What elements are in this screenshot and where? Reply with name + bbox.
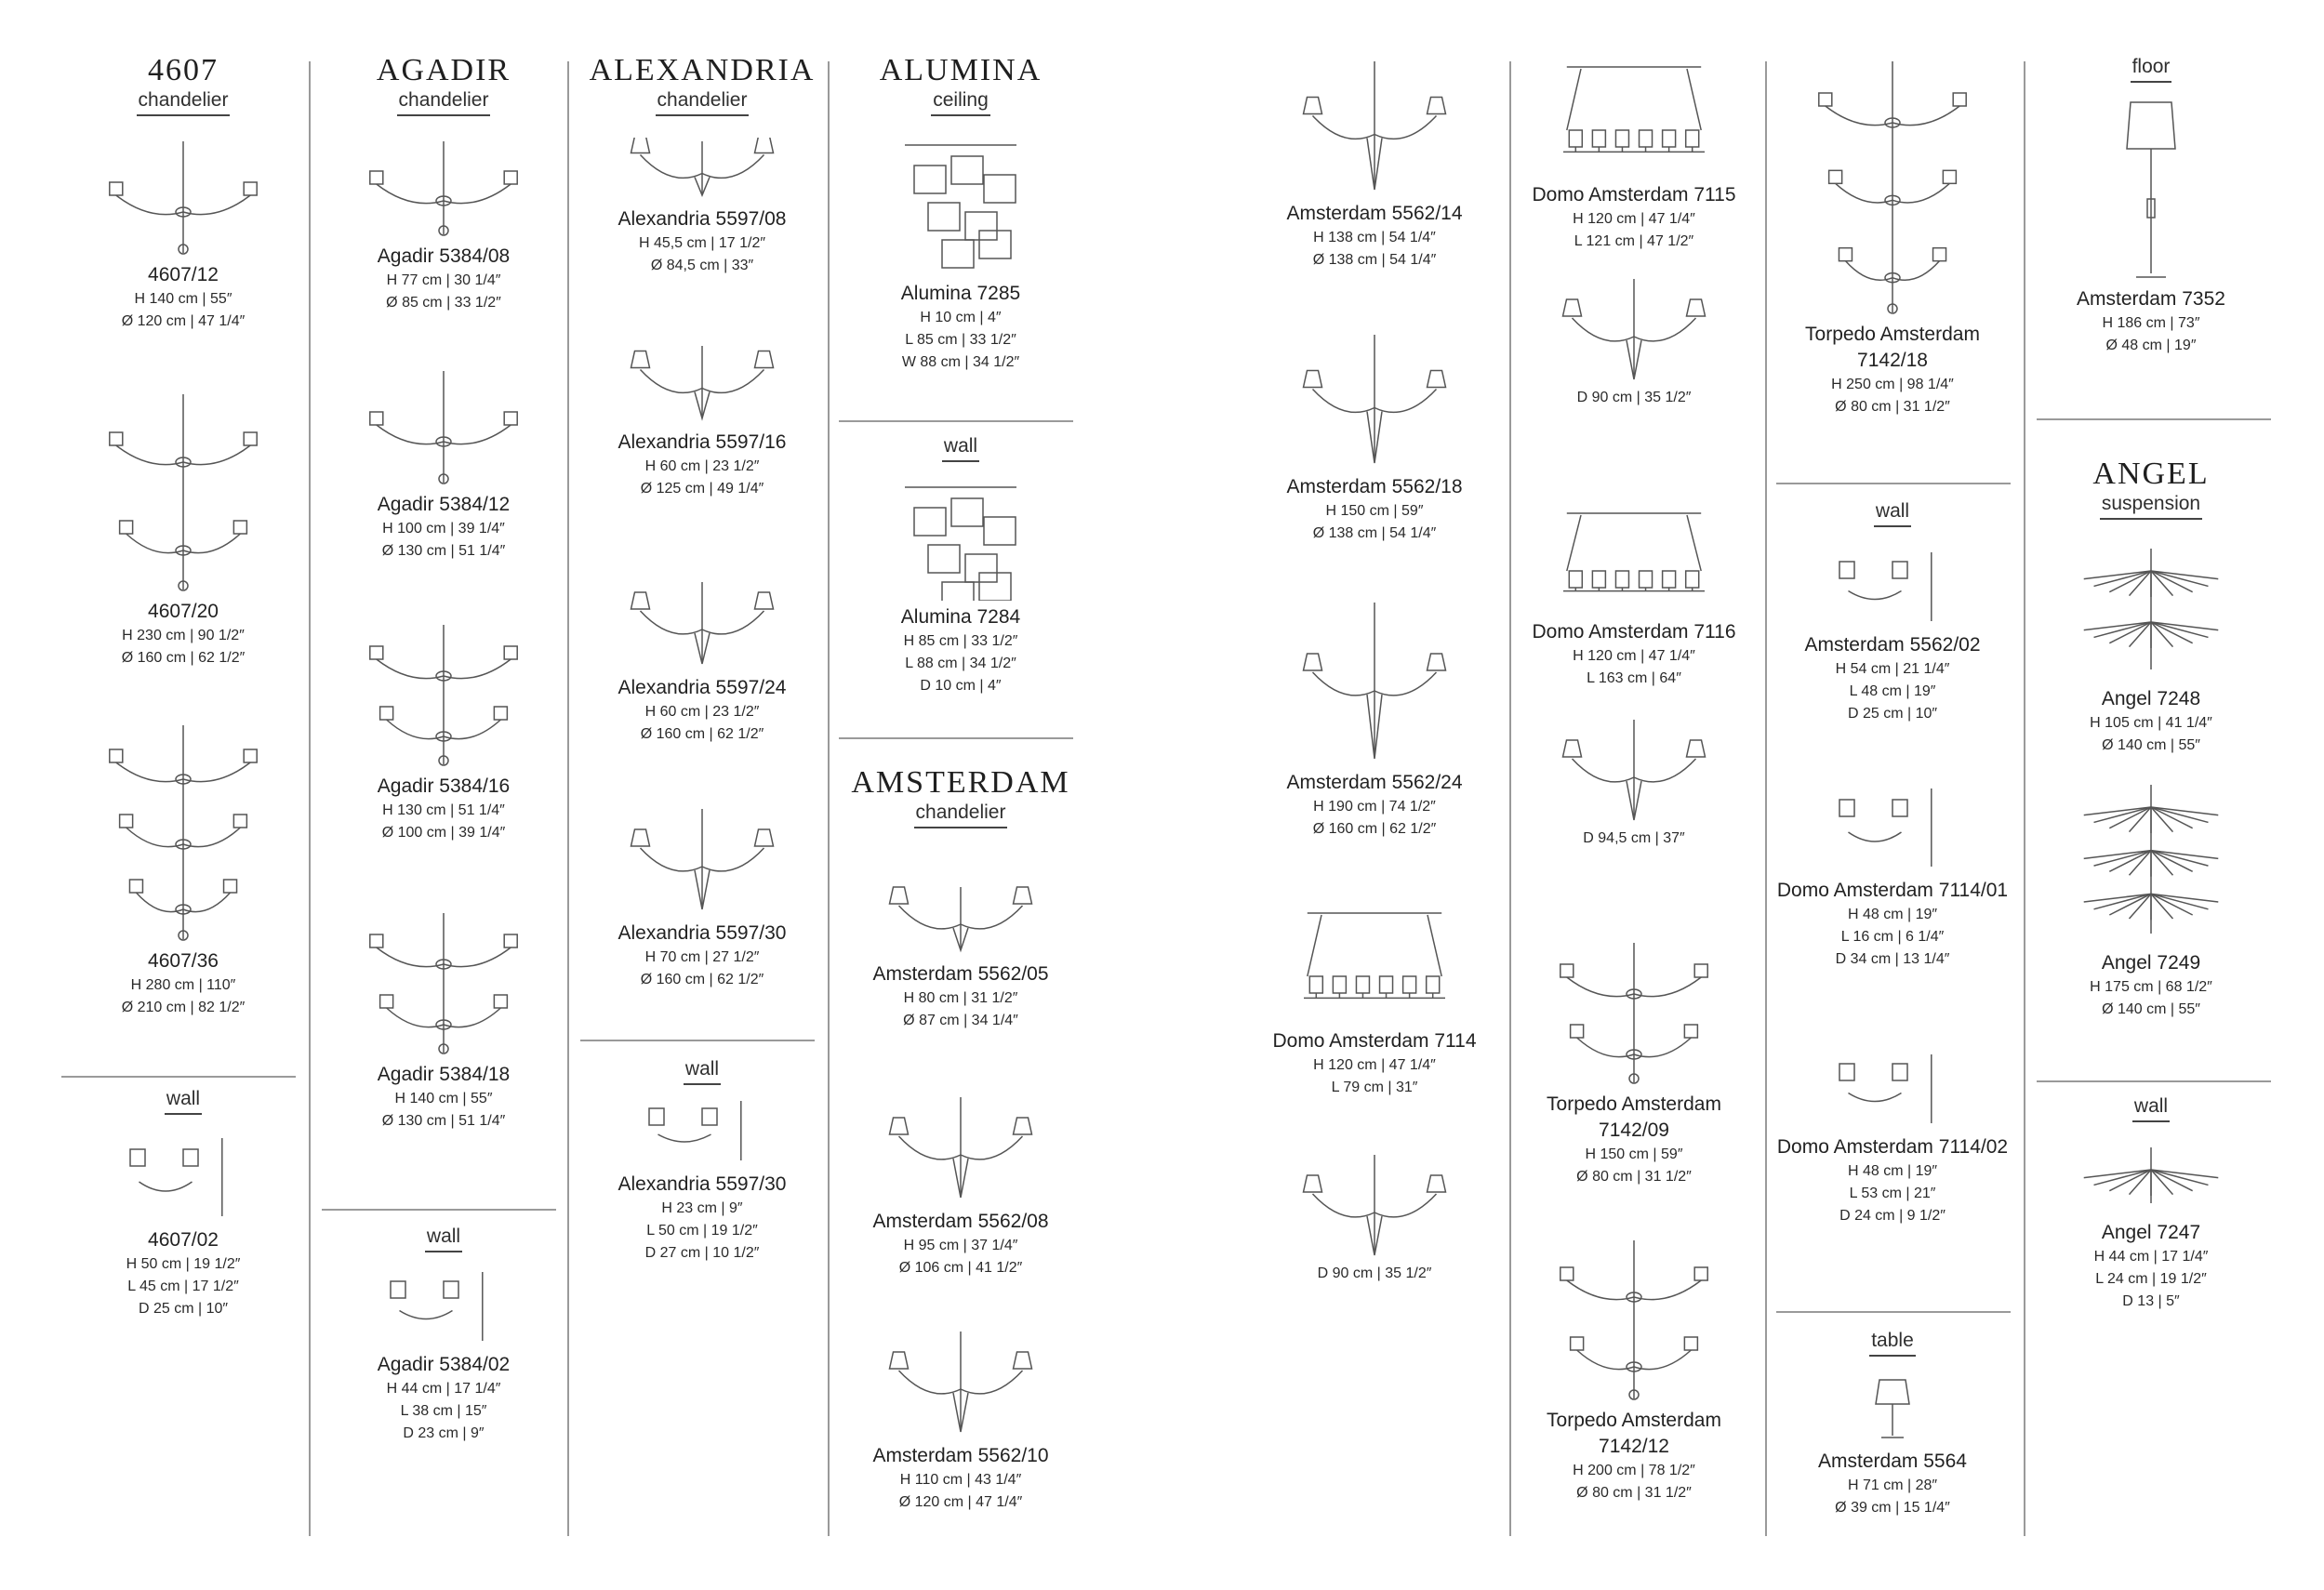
dimension-line: L 45 cm | 17 1/2″ xyxy=(127,1279,239,1294)
product-dimensions xyxy=(1771,374,2014,418)
dimension-line: D 23 cm | 9″ xyxy=(403,1425,485,1441)
dimension-line: Ø 140 cm | 55″ xyxy=(2102,1001,2200,1017)
product-item xyxy=(322,909,565,1133)
product-name: Agadir 5384/16 xyxy=(377,775,511,797)
category-label: wall xyxy=(2132,1095,2170,1122)
product-item xyxy=(580,578,824,746)
product-dimensions xyxy=(839,1469,1082,1514)
dimension-line: D 94,5 cm | 37″ xyxy=(1583,830,1685,846)
product-dimensions xyxy=(580,456,824,500)
shade-chandelier-icon xyxy=(872,1093,1049,1205)
section-header xyxy=(839,764,1082,828)
category-label: wall xyxy=(165,1088,202,1115)
dimension-line: H 100 cm | 39 1/4″ xyxy=(382,521,505,537)
product-item xyxy=(1253,58,1496,272)
section-header xyxy=(839,52,1082,116)
section-header xyxy=(2029,1095,2273,1122)
product-item xyxy=(322,367,565,563)
feather-suspension-icon xyxy=(2063,543,2239,682)
dimension-line: Ø 120 cm | 47 1/4″ xyxy=(898,1494,1023,1510)
dimension-line: Ø 140 cm | 55″ xyxy=(2102,737,2200,753)
category-label: wall xyxy=(684,1058,721,1085)
family-title: ALUMINA xyxy=(879,53,1042,87)
product-dimensions xyxy=(2029,976,2273,1021)
section-header xyxy=(1771,1330,2014,1357)
section-header xyxy=(2029,456,2273,520)
dimension-line: H 250 cm | 98 1/4″ xyxy=(1831,377,1954,392)
chandelier-icon xyxy=(355,367,532,488)
column-divider xyxy=(828,61,830,1536)
dimension-line: L 163 cm | 64″ xyxy=(1587,670,1681,686)
product-dimensions xyxy=(61,288,305,333)
product-dimensions xyxy=(1512,387,1756,409)
product-item xyxy=(61,138,305,333)
section-header xyxy=(322,1226,565,1252)
product-dimensions xyxy=(1771,1475,2014,1519)
product-item xyxy=(322,138,565,314)
product-name: Angel 7249 xyxy=(2101,952,2201,974)
product-dimensions xyxy=(1771,904,2014,971)
product-dimensions xyxy=(2029,312,2273,357)
dimension-line: L 16 cm | 6 1/4″ xyxy=(1840,929,1945,945)
product-item xyxy=(2029,543,2273,757)
product-dimensions xyxy=(322,1088,565,1133)
chandelier-icon xyxy=(95,722,272,945)
category-label: table xyxy=(1869,1330,1916,1357)
column-divider xyxy=(567,61,569,1536)
section-divider xyxy=(839,737,1073,739)
dimension-line: Ø 138 cm | 54 1/4″ xyxy=(1312,525,1437,541)
dimension-line: L 85 cm | 33 1/2″ xyxy=(905,332,1016,348)
dimension-line: Ø 87 cm | 34 1/4″ xyxy=(903,1013,1018,1028)
category-label: floor xyxy=(2131,56,2172,83)
feather-wall-icon xyxy=(2063,1142,2239,1216)
dimension-line: D 13 | 5″ xyxy=(2122,1293,2180,1309)
category-label: wall xyxy=(425,1226,462,1252)
category-label: suspension xyxy=(2100,493,2202,520)
dimension-line: H 48 cm | 19″ xyxy=(1847,1163,1938,1179)
product-name: Amsterdam 5564 xyxy=(1818,1451,1967,1472)
product-name: Amsterdam 5562/02 xyxy=(1804,634,1981,656)
dimension-line: L 121 cm | 47 1/2″ xyxy=(1574,233,1694,249)
dimension-line: H 48 cm | 19″ xyxy=(1847,907,1938,922)
product-name: Amsterdam 5562/08 xyxy=(872,1211,1049,1232)
section-divider xyxy=(1776,483,2011,484)
product-dimensions xyxy=(839,307,1082,374)
dimension-line: L 53 cm | 21″ xyxy=(1849,1186,1936,1201)
dimension-line: H 130 cm | 51 1/4″ xyxy=(382,802,505,818)
dimension-line: Ø 100 cm | 39 1/4″ xyxy=(381,825,506,841)
chandelier-icon xyxy=(95,391,272,595)
linear-suspension-icon xyxy=(1546,504,1722,616)
category-label: chandelier xyxy=(656,89,750,116)
dimension-line: H 60 cm | 23 1/2″ xyxy=(644,704,760,720)
product-item xyxy=(1771,58,2014,418)
section-divider xyxy=(1776,1311,2011,1313)
shade-chandelier-icon xyxy=(1286,331,1463,470)
product-name: 4607/02 xyxy=(148,1229,219,1251)
dimension-line: H 140 cm | 55″ xyxy=(394,1091,493,1106)
product-item xyxy=(839,480,1082,697)
product-item xyxy=(2029,1142,2273,1313)
dimension-line: H 200 cm | 78 1/2″ xyxy=(1573,1463,1695,1478)
product-item xyxy=(61,391,305,669)
product-name: Alexandria 5597/08 xyxy=(618,208,787,230)
family-title: ANGEL xyxy=(2092,457,2210,491)
section-header xyxy=(61,1088,305,1115)
dimension-line: H 138 cm | 54 1/4″ xyxy=(1313,230,1436,245)
category-label: wall xyxy=(1874,500,1911,527)
chandelier-icon xyxy=(355,621,532,770)
dimension-line: D 24 cm | 9 1/2″ xyxy=(1839,1208,1946,1224)
product-item xyxy=(839,1093,1082,1279)
dimension-line: H 85 cm | 33 1/2″ xyxy=(903,633,1018,649)
dimension-line: H 71 cm | 28″ xyxy=(1847,1477,1938,1493)
product-name: Agadir 5384/02 xyxy=(377,1354,511,1375)
dimension-line: H 150 cm | 59″ xyxy=(1585,1146,1683,1162)
dimension-line: Ø 138 cm | 54 1/4″ xyxy=(1312,252,1437,268)
dimension-line: L 48 cm | 19″ xyxy=(1849,683,1936,699)
product-name: Alexandria 5597/30 xyxy=(618,1173,787,1195)
product-item xyxy=(1512,1237,1756,1504)
product-name: Angel 7248 xyxy=(2101,688,2201,709)
dimension-line: H 50 cm | 19 1/2″ xyxy=(126,1256,241,1272)
dimension-line: Ø 106 cm | 41 1/2″ xyxy=(898,1260,1023,1276)
product-name: Amsterdam 7352 xyxy=(2077,288,2225,310)
dimension-line: Ø 80 cm | 31 1/2″ xyxy=(1576,1485,1692,1501)
linear-suspension-icon xyxy=(1286,904,1463,1025)
dimension-line: L 24 cm | 19 1/2″ xyxy=(2095,1271,2207,1287)
panel-lamp-icon xyxy=(872,138,1049,277)
dimension-line: H 280 cm | 110″ xyxy=(130,977,236,993)
floor-lamp-icon xyxy=(2063,97,2239,283)
dimension-line: Ø 160 cm | 62 1/2″ xyxy=(640,972,764,987)
family-title: 4607 xyxy=(148,53,219,87)
dimension-line: D 10 cm | 4″ xyxy=(920,678,1002,694)
dimension-line: D 25 cm | 10″ xyxy=(138,1301,229,1317)
product-dimensions xyxy=(1512,828,1756,850)
table-lamp-icon xyxy=(1804,1371,1981,1445)
shade-chandelier-icon xyxy=(1286,1151,1463,1263)
product-dimensions xyxy=(2029,712,2273,757)
category-label: chandelier xyxy=(914,802,1008,828)
shade-chandelier-icon xyxy=(614,342,790,426)
product-item xyxy=(1512,275,1756,409)
dimension-line: Ø 160 cm | 62 1/2″ xyxy=(121,650,246,666)
dimension-line: H 120 cm | 47 1/4″ xyxy=(1573,648,1695,664)
product-dimensions xyxy=(1512,208,1756,253)
product-name: Amsterdam 5562/18 xyxy=(1286,476,1463,497)
section-header xyxy=(1771,500,2014,527)
section-header xyxy=(839,435,1082,462)
product-name: Alexandria 5597/30 xyxy=(618,922,787,944)
wall-lamp-icon xyxy=(95,1131,272,1224)
section-divider xyxy=(2037,418,2271,420)
product-name: Torpedo Amsterdam 7142/09 xyxy=(1547,1093,1721,1141)
product-item xyxy=(322,621,565,844)
dimension-line: D 90 cm | 35 1/2″ xyxy=(1317,1265,1432,1281)
section-header xyxy=(580,1058,824,1085)
section-divider xyxy=(322,1209,556,1211)
wall-lamp-icon xyxy=(614,1093,790,1168)
product-dimensions xyxy=(839,630,1082,697)
product-dimensions xyxy=(580,1198,824,1265)
shade-chandelier-icon xyxy=(872,1328,1049,1439)
product-name: Torpedo Amsterdam 7142/12 xyxy=(1547,1410,1721,1457)
product-item xyxy=(580,805,824,991)
product-name: Amsterdam 5562/14 xyxy=(1286,203,1463,224)
category-label: wall xyxy=(942,435,979,462)
column-divider xyxy=(2024,61,2025,1536)
dimension-line: L 79 cm | 31″ xyxy=(1331,1080,1418,1095)
feather-suspension-icon xyxy=(2063,779,2239,947)
section-divider xyxy=(580,1040,815,1041)
product-item xyxy=(1512,716,1756,850)
product-name: Agadir 5384/18 xyxy=(377,1064,511,1085)
dimension-line: H 70 cm | 27 1/2″ xyxy=(644,949,760,965)
product-item xyxy=(580,138,824,277)
product-dimensions xyxy=(1253,500,1496,545)
category-label: ceiling xyxy=(931,89,990,116)
dimension-line: H 120 cm | 47 1/4″ xyxy=(1573,211,1695,227)
product-item xyxy=(61,1131,305,1320)
shade-chandelier-icon xyxy=(614,138,790,203)
product-dimensions xyxy=(1512,1144,1756,1188)
product-item xyxy=(580,342,824,500)
product-dimensions xyxy=(1253,1263,1496,1285)
product-item xyxy=(1771,1047,2014,1227)
dimension-line: D 27 cm | 10 1/2″ xyxy=(644,1245,760,1261)
tiered-chandelier-icon xyxy=(1546,939,1722,1088)
tiered-chandelier-icon xyxy=(1804,58,1981,318)
product-dimensions xyxy=(1771,1160,2014,1227)
section-header xyxy=(322,52,565,116)
column-divider xyxy=(1509,61,1511,1536)
section-divider xyxy=(839,420,1073,422)
product-item xyxy=(1253,1151,1496,1285)
tiered-chandelier-icon xyxy=(1546,1237,1722,1404)
product-name: Domo Amsterdam 7114/02 xyxy=(1776,1136,2009,1158)
dimension-line: D 90 cm | 35 1/2″ xyxy=(1576,390,1692,405)
product-item xyxy=(61,722,305,1019)
product-item xyxy=(322,1265,565,1445)
product-name: Agadir 5384/08 xyxy=(377,245,511,267)
product-dimensions xyxy=(2029,1246,2273,1313)
product-dimensions xyxy=(1512,1460,1756,1504)
chandelier-icon xyxy=(355,909,532,1058)
product-dimensions xyxy=(580,947,824,991)
product-name: Agadir 5384/12 xyxy=(377,494,511,515)
dimension-line: H 80 cm | 31 1/2″ xyxy=(903,990,1018,1006)
product-dimensions xyxy=(322,270,565,314)
product-item xyxy=(1512,939,1756,1188)
dimension-line: H 190 cm | 74 1/2″ xyxy=(1313,799,1436,815)
chandelier-icon xyxy=(95,138,272,258)
wall-lamp-icon xyxy=(355,1265,532,1348)
product-name: Alumina 7284 xyxy=(900,606,1021,628)
shade-chandelier-icon xyxy=(872,883,1049,958)
column-divider xyxy=(1765,61,1767,1536)
product-dimensions xyxy=(322,1378,565,1445)
dimension-line: H 44 cm | 17 1/4″ xyxy=(386,1381,501,1397)
product-item xyxy=(1253,599,1496,841)
product-dimensions xyxy=(61,1253,305,1320)
product-item xyxy=(580,1093,824,1265)
product-name: Torpedo Amsterdam 7142/18 xyxy=(1805,324,1980,371)
product-name: Alumina 7285 xyxy=(900,283,1021,304)
dimension-line: H 77 cm | 30 1/4″ xyxy=(386,272,501,288)
dimension-line: Ø 130 cm | 51 1/4″ xyxy=(381,543,506,559)
section-header xyxy=(61,52,305,116)
dimension-line: Ø 80 cm | 31 1/2″ xyxy=(1835,399,1950,415)
shade-chandelier-icon xyxy=(1286,599,1463,766)
product-name: 4607/36 xyxy=(148,950,219,972)
category-label: chandelier xyxy=(137,89,231,116)
product-item xyxy=(1771,1371,2014,1519)
product-dimensions xyxy=(1771,658,2014,725)
dimension-line: Ø 130 cm | 51 1/4″ xyxy=(381,1113,506,1129)
dimension-line: H 186 cm | 73″ xyxy=(2102,315,2200,331)
product-name: Alexandria 5597/24 xyxy=(618,677,787,698)
dimension-line: H 230 cm | 90 1/2″ xyxy=(122,628,245,643)
dimension-line: H 45,5 cm | 17 1/2″ xyxy=(638,235,766,251)
dimension-line: Ø 120 cm | 47 1/4″ xyxy=(121,313,246,329)
section-divider xyxy=(61,1076,296,1078)
section-divider xyxy=(2037,1080,2271,1082)
dimension-line: H 175 cm | 68 1/2″ xyxy=(2090,979,2212,995)
dimension-line: H 23 cm | 9″ xyxy=(661,1200,743,1216)
product-item xyxy=(839,138,1082,374)
family-title: AMSTERDAM xyxy=(851,765,1070,800)
dimension-line: H 105 cm | 41 1/4″ xyxy=(2090,715,2212,731)
product-dimensions xyxy=(839,987,1082,1032)
dimension-line: H 44 cm | 17 1/4″ xyxy=(2093,1249,2209,1265)
column-divider xyxy=(309,61,311,1536)
product-name: Angel 7247 xyxy=(2101,1222,2201,1243)
product-dimensions xyxy=(580,232,824,277)
dimension-line: H 140 cm | 55″ xyxy=(134,291,232,307)
shade-chandelier-icon xyxy=(1546,716,1722,828)
dimension-line: Ø 160 cm | 62 1/2″ xyxy=(640,726,764,742)
dimension-line: Ø 85 cm | 33 1/2″ xyxy=(386,295,501,311)
product-dimensions xyxy=(1253,796,1496,841)
product-name: 4607/20 xyxy=(148,601,219,622)
wall-lamp-icon xyxy=(1804,781,1981,874)
dimension-line: L 38 cm | 15″ xyxy=(400,1403,487,1419)
product-item xyxy=(1771,545,2014,725)
product-name: Amsterdam 5562/05 xyxy=(872,963,1049,985)
product-item xyxy=(1771,781,2014,971)
dimension-line: L 50 cm | 19 1/2″ xyxy=(646,1223,758,1239)
product-item xyxy=(1253,331,1496,545)
product-dimensions xyxy=(61,625,305,669)
product-name: Domo Amsterdam 7115 xyxy=(1532,184,1736,205)
product-dimensions xyxy=(839,1235,1082,1279)
dimension-line: Ø 125 cm | 49 1/4″ xyxy=(640,481,764,497)
section-header xyxy=(2029,56,2273,83)
product-name: Domo Amsterdam 7116 xyxy=(1532,621,1736,643)
product-dimensions xyxy=(580,701,824,746)
dimension-line: H 150 cm | 59″ xyxy=(1325,503,1424,519)
shade-chandelier-icon xyxy=(614,805,790,917)
chandelier-icon xyxy=(355,138,532,240)
dimension-line: H 60 cm | 23 1/2″ xyxy=(644,458,760,474)
product-dimensions xyxy=(1253,227,1496,272)
section-header xyxy=(580,52,824,116)
product-item xyxy=(1512,504,1756,690)
product-dimensions xyxy=(1253,1054,1496,1099)
product-dimensions xyxy=(322,800,565,844)
dimension-line: Ø 48 cm | 19″ xyxy=(2105,338,2197,353)
product-dimensions xyxy=(61,974,305,1019)
panel-lamp-icon xyxy=(872,480,1049,601)
dimension-line: W 88 cm | 34 1/2″ xyxy=(901,354,1020,370)
product-item xyxy=(1512,58,1756,253)
product-name: Amsterdam 5562/24 xyxy=(1286,772,1463,793)
category-label: chandelier xyxy=(397,89,491,116)
dimension-line: H 10 cm | 4″ xyxy=(920,310,1002,325)
shade-chandelier-icon xyxy=(1286,58,1463,197)
product-item xyxy=(2029,779,2273,1021)
product-name: Domo Amsterdam 7114/01 xyxy=(1776,880,2009,901)
dimension-line: D 34 cm | 13 1/4″ xyxy=(1835,951,1950,967)
dimension-line: D 25 cm | 10″ xyxy=(1847,706,1938,722)
dimension-line: H 95 cm | 37 1/4″ xyxy=(903,1238,1018,1253)
dimension-line: Ø 39 cm | 15 1/4″ xyxy=(1835,1500,1950,1516)
dimension-line: Ø 160 cm | 62 1/2″ xyxy=(1312,821,1437,837)
linear-suspension-icon xyxy=(1546,58,1722,179)
dimension-line: Ø 80 cm | 31 1/2″ xyxy=(1576,1169,1692,1185)
product-name: Alexandria 5597/16 xyxy=(618,431,787,453)
dimension-line: Ø 210 cm | 82 1/2″ xyxy=(121,1000,246,1015)
product-name: Domo Amsterdam 7114 xyxy=(1272,1030,1477,1052)
wall-lamp-icon xyxy=(1804,1047,1981,1131)
dimension-line: H 54 cm | 21 1/4″ xyxy=(1835,661,1950,677)
product-dimensions xyxy=(322,518,565,563)
product-item xyxy=(839,1328,1082,1514)
product-name: Amsterdam 5562/10 xyxy=(872,1445,1049,1466)
product-item xyxy=(2029,97,2273,357)
dimension-line: L 88 cm | 34 1/2″ xyxy=(905,656,1016,671)
dimension-line: H 110 cm | 43 1/4″ xyxy=(899,1472,1022,1488)
product-dimensions xyxy=(1512,645,1756,690)
shade-chandelier-icon xyxy=(1546,275,1722,387)
wall-lamp-icon xyxy=(1804,545,1981,629)
product-item xyxy=(1253,904,1496,1099)
family-title: AGADIR xyxy=(376,53,511,87)
dimension-line: H 120 cm | 47 1/4″ xyxy=(1313,1057,1436,1073)
product-item xyxy=(839,883,1082,1032)
shade-chandelier-icon xyxy=(614,578,790,671)
product-name: 4607/12 xyxy=(148,264,219,285)
dimension-line: Ø 84,5 cm | 33″ xyxy=(650,258,754,273)
family-title: ALEXANDRIA xyxy=(589,53,816,87)
